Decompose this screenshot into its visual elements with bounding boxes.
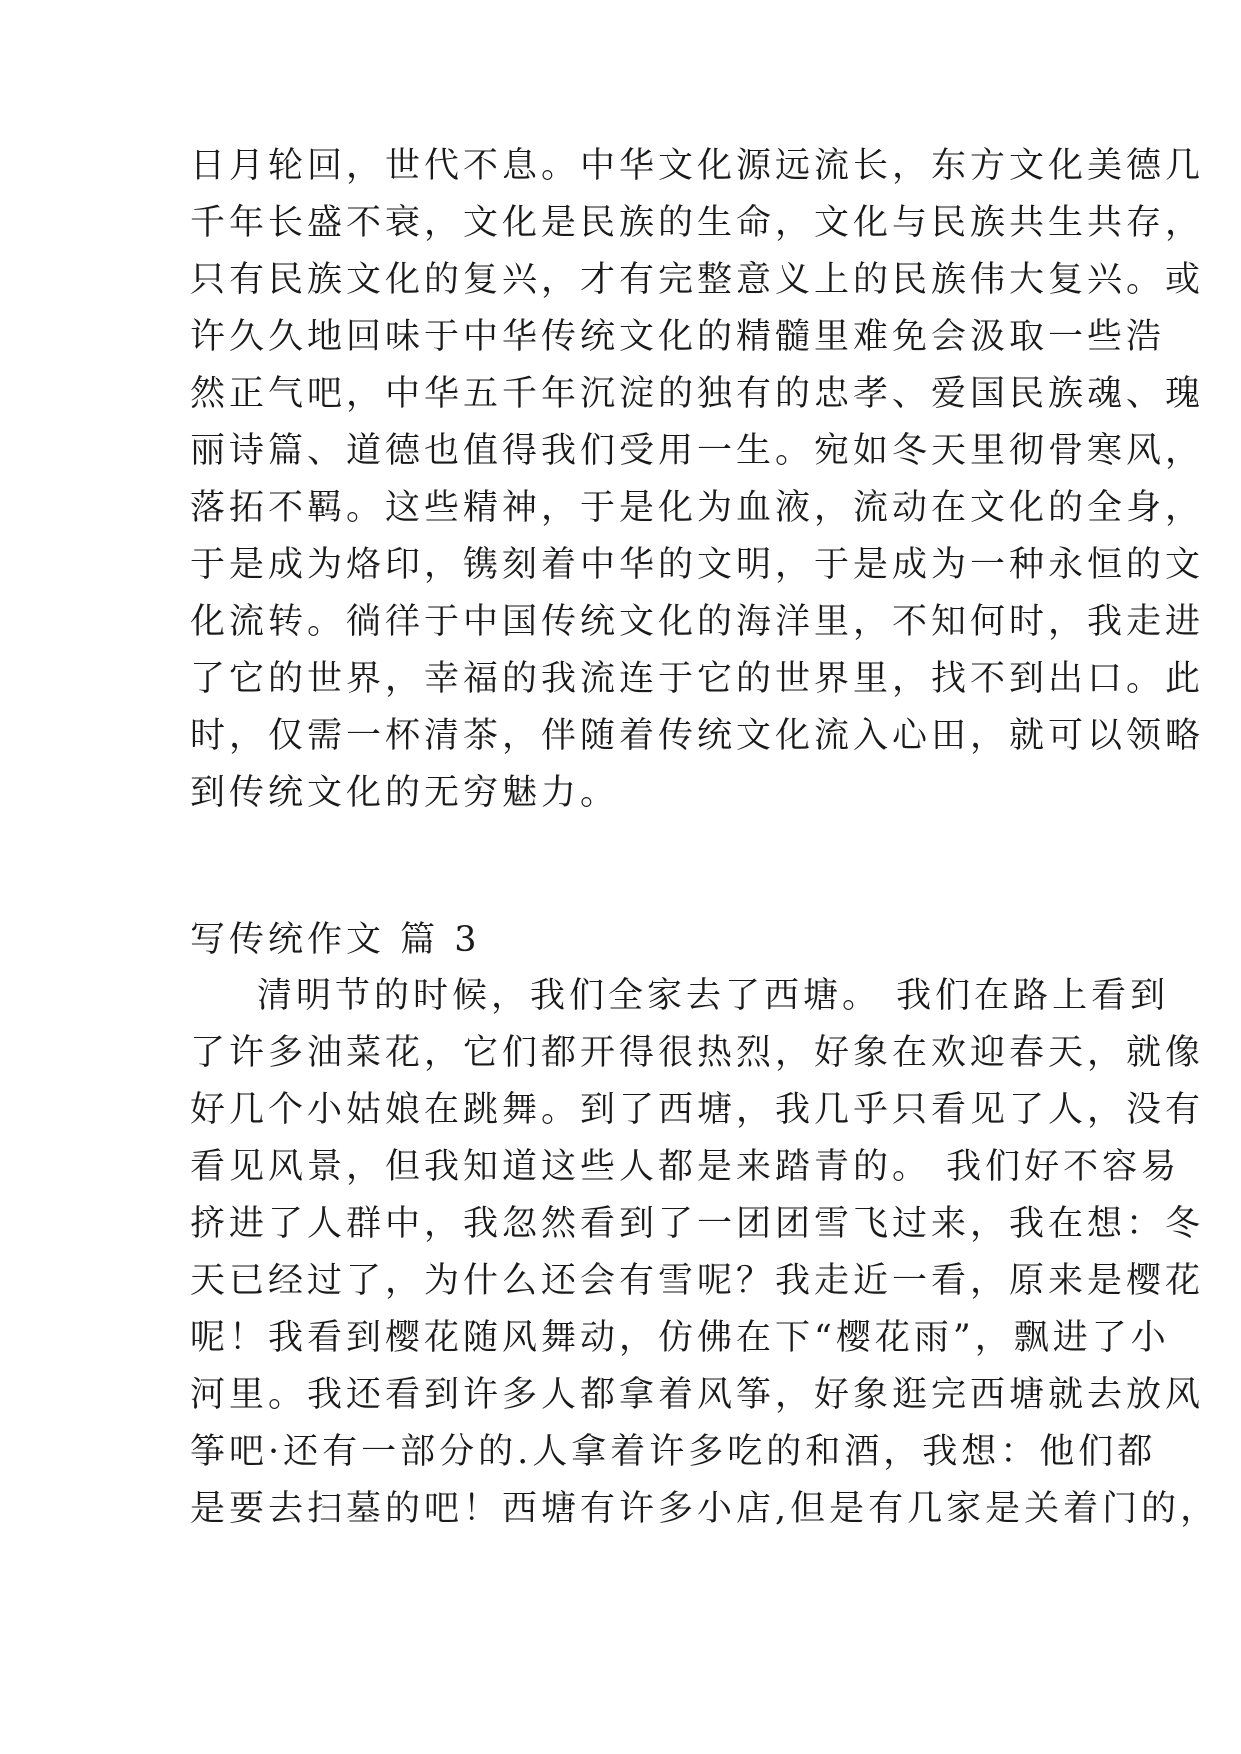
paragraph-line: 筝吧·还有一部分的.人拿着许多吃的和酒，我想：他们都 [190,1432,1157,1472]
paragraph-line: 看见风景，但我知道这些人都是来踏青的。 我们好不容易 [190,1147,1181,1187]
paragraph-line: 了它的世界，幸福的我流连于它的世界里，找不到出口。此 [190,659,1205,699]
paragraph-line: 清明节的时候，我们全家去了西塘。 我们在路上看到 [257,976,1170,1016]
paragraph-line: 呢！我看到樱花随风舞动，仿佛在下“樱花雨”，飘进了小 [190,1318,1170,1358]
paragraph-line: 化流转。徜徉于中国传统文化的海洋里，不知何时，我走进 [190,602,1205,642]
paragraph-line: 是要去扫墓的吧！西塘有许多小店,但是有几家是关着门的， [190,1489,1220,1529]
paragraph-line: 天已经过了，为什么还会有雪呢？我走近一看，原来是樱花 [190,1261,1205,1301]
paragraph-line: 好几个小姑娘在跳舞。到了西塘，我几乎只看见了人，没有 [190,1090,1205,1130]
paragraph-line: 河里。我还看到许多人都拿着风筝，好象逛完西塘就去放风 [190,1375,1205,1415]
paragraph-line: 只有民族文化的复兴，才有完整意义上的民族伟大复兴。或 [190,260,1205,300]
section-heading: 写传统作文 篇 3 [190,920,481,960]
paragraph-line: 挤进了人群中，我忽然看到了一团团雪飞过来，我在想：冬 [190,1204,1205,1244]
paragraph-line: 落拓不羁。这些精神，于是化为血液，流动在文化的全身， [190,488,1205,528]
paragraph-line: 于是成为烙印，镌刻着中华的文明，于是成为一种永恒的文 [190,545,1205,585]
paragraph-line: 千年长盛不衰，文化是民族的生命，文化与民族共生共存， [190,203,1205,243]
paragraph-line: 许久久地回味于中华传统文化的精髓里难免会汲取一些浩 [190,317,1166,357]
paragraph-line: 丽诗篇、道德也值得我们受用一生。宛如冬天里彻骨寒风， [190,431,1205,471]
paragraph-line: 时，仅需一杯清茶，伴随着传统文化流入心田，就可以领略 [190,716,1205,756]
paragraph-line: 日月轮回，世代不息。中华文化源远流长，东方文化美德几 [190,146,1205,186]
paragraph-line: 到传统文化的无穷魅力。 [190,773,620,813]
paragraph-line: 了许多油菜花，它们都开得很热烈，好象在欢迎春天，就像 [190,1033,1205,1073]
paragraph-line: 然正气吧，中华五千年沉淀的独有的忠孝、爱国民族魂、瑰 [190,374,1205,414]
